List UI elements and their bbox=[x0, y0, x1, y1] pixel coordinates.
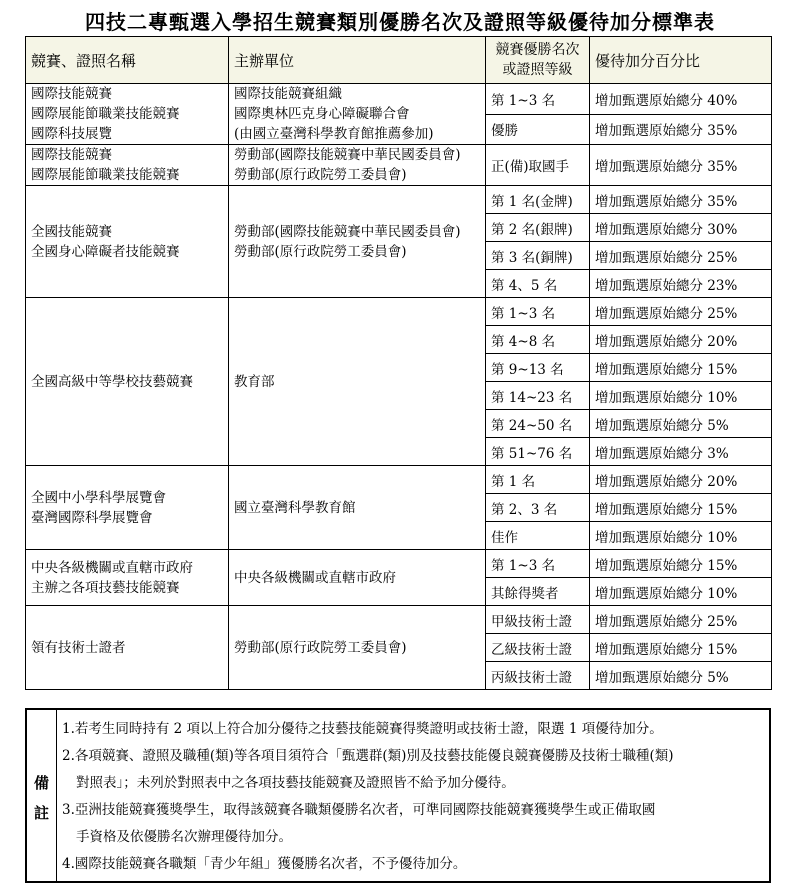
rank-cell: 第 1~3 名 bbox=[486, 298, 590, 326]
bonus-cell: 增加甄選原始總分 30% bbox=[590, 214, 772, 242]
rank-cell: 第 1 名(金牌) bbox=[486, 186, 590, 214]
rank-cell: 第 9~13 名 bbox=[486, 354, 590, 382]
competition-name: 國際技能競賽 bbox=[31, 86, 112, 102]
competition-name: 主辦之各項技藝技能競賽 bbox=[31, 579, 180, 596]
notes-list bbox=[62, 716, 763, 878]
competition-name: 國際展能節職業技能競賽 bbox=[31, 167, 180, 183]
competition-name-cell bbox=[26, 186, 229, 298]
competition-name: 中央各級機關或直轄市政府 bbox=[31, 559, 193, 576]
competition-name: 全國身心障礙者技能競賽 bbox=[31, 243, 180, 260]
table-row bbox=[26, 466, 772, 494]
bonus-cell: 增加甄選原始總分 23% bbox=[590, 270, 772, 298]
organizer-cell bbox=[229, 606, 486, 690]
organizer-name: 中央各級機關或直轄市政府 bbox=[234, 569, 396, 586]
rank-cell: 乙級技術士證 bbox=[486, 634, 590, 662]
header-bonus: 優待加分百分比 bbox=[590, 37, 772, 84]
page-title: 四技二專甄選入學招生競賽類別優勝名次及證照等級優待加分標準表 bbox=[85, 10, 715, 34]
rank-cell: 第 1~3 名 bbox=[486, 550, 590, 578]
organizer-name: 勞動部(原行政院勞工委員會) bbox=[234, 639, 407, 656]
bonus-cell: 增加甄選原始總分 3% bbox=[590, 438, 772, 466]
rank-cell: 優勝 bbox=[486, 114, 590, 145]
header-rank-line2: 或證照等級 bbox=[502, 62, 573, 78]
header-rank-line1: 競賽優勝名次 bbox=[495, 42, 580, 58]
table-header-row bbox=[26, 37, 772, 84]
notes-label-char-2: 註 bbox=[34, 804, 50, 822]
organizer-name: 勞動部(國際技能競賽中華民國委員會) bbox=[234, 223, 461, 240]
bonus-cell: 增加甄選原始總分 35% bbox=[590, 114, 772, 145]
organizer-name: 勞動部(國際技能競賽中華民國委員會) bbox=[234, 147, 461, 163]
competition-name: 領有技術士證者 bbox=[31, 639, 126, 656]
competition-name: 全國中小學科學展覽會 bbox=[31, 489, 166, 506]
notes-label-char-1: 備 bbox=[34, 774, 50, 792]
bonus-cell: 增加甄選原始總分 10% bbox=[590, 578, 772, 606]
competition-name-cell bbox=[26, 145, 229, 186]
header-organizer: 主辦單位 bbox=[229, 37, 486, 84]
organizer-name: 國際技能競賽組織 bbox=[234, 86, 342, 102]
competition-name: 全國技能競賽 bbox=[31, 223, 112, 240]
rank-cell: 第 24~50 名 bbox=[486, 410, 590, 438]
organizer-name: 國立臺灣科學教育館 bbox=[234, 499, 356, 516]
rank-cell: 佳作 bbox=[486, 522, 590, 550]
rank-cell: 正(備)取國手 bbox=[486, 145, 590, 186]
bonus-cell: 增加甄選原始總分 35% bbox=[590, 145, 772, 186]
bonus-cell: 增加甄選原始總分 15% bbox=[590, 494, 772, 522]
competition-name-cell bbox=[26, 466, 229, 550]
notes-label bbox=[27, 710, 57, 881]
competition-name: 國際展能節職業技能競賽 bbox=[31, 106, 180, 122]
note-item: 4.國際技能競賽各職類「青少年組」獲優勝名次者，不予優待加分。 bbox=[62, 856, 467, 872]
bonus-cell: 增加甄選原始總分 10% bbox=[590, 522, 772, 550]
note-item: 對照表」；未列於對照表中之各項技藝技能競賽及證照皆不給予加分優待。 bbox=[76, 775, 515, 791]
bonus-cell: 增加甄選原始總分 20% bbox=[590, 466, 772, 494]
organizer-cell bbox=[229, 550, 486, 606]
rank-cell: 丙級技術士證 bbox=[486, 662, 590, 690]
organizer-name: 勞動部(原行政院勞工委員會) bbox=[234, 167, 407, 183]
competition-name-cell bbox=[26, 550, 229, 606]
organizer-name: (由國立臺灣科學教育館推薦參加) bbox=[234, 126, 434, 142]
rank-cell: 第 2 名(銀牌) bbox=[486, 214, 590, 242]
rank-cell: 第 1~3 名 bbox=[486, 84, 590, 115]
bonus-cell: 增加甄選原始總分 20% bbox=[590, 326, 772, 354]
bonus-cell: 增加甄選原始總分 25% bbox=[590, 298, 772, 326]
table-row bbox=[26, 84, 772, 115]
organizer-cell bbox=[229, 84, 486, 145]
rank-cell: 第 4~8 名 bbox=[486, 326, 590, 354]
bonus-cell: 增加甄選原始總分 15% bbox=[590, 354, 772, 382]
competition-name: 國際技能競賽 bbox=[31, 147, 112, 163]
rank-cell: 第 1 名 bbox=[486, 466, 590, 494]
rank-cell: 第 14~23 名 bbox=[486, 382, 590, 410]
bonus-cell: 增加甄選原始總分 25% bbox=[590, 242, 772, 270]
bonus-cell: 增加甄選原始總分 5% bbox=[590, 662, 772, 690]
rank-cell: 第 3 名(銅牌) bbox=[486, 242, 590, 270]
note-item: 2.各項競賽、證照及職種(類)等各項目須符合「甄選群(類)別及技藝技能優良競賽優勝及技術士職種(類) bbox=[62, 748, 674, 764]
organizer-name: 教育部 bbox=[234, 373, 275, 390]
table-row bbox=[26, 145, 772, 186]
competition-name: 國際科技展覽 bbox=[31, 126, 112, 142]
competition-name-cell bbox=[26, 298, 229, 466]
organizer-name: 國際奧林匹克身心障礙聯合會 bbox=[234, 106, 410, 122]
bonus-cell: 增加甄選原始總分 15% bbox=[590, 550, 772, 578]
bonus-cell: 增加甄選原始總分 10% bbox=[590, 382, 772, 410]
rank-cell: 其餘得獎者 bbox=[486, 578, 590, 606]
header-name: 競賽、證照名稱 bbox=[26, 37, 229, 84]
rank-cell: 甲級技術士證 bbox=[486, 606, 590, 634]
organizer-name: 勞動部(原行政院勞工委員會) bbox=[234, 243, 407, 260]
header-rank bbox=[486, 37, 590, 84]
bonus-cell: 增加甄選原始總分 35% bbox=[590, 186, 772, 214]
note-item: 1.若考生同時持有 2 項以上符合加分優待之技藝技能競賽得獎證明或技術士證，限選 1 項優待加分。 bbox=[62, 721, 663, 737]
table-row bbox=[26, 606, 772, 634]
notes-box bbox=[25, 708, 771, 883]
rank-cell: 第 4、5 名 bbox=[486, 270, 590, 298]
competition-name-cell bbox=[26, 84, 229, 145]
rank-cell: 第 2、3 名 bbox=[486, 494, 590, 522]
organizer-cell bbox=[229, 145, 486, 186]
competition-name: 全國高級中等學校技藝競賽 bbox=[31, 373, 193, 390]
table-row bbox=[26, 186, 772, 214]
bonus-cell: 增加甄選原始總分 5% bbox=[590, 410, 772, 438]
note-item: 3.亞洲技能競賽獲獎學生，取得該競賽各職類優勝名次者，可準同國際技能競賽獲獎學生或正備取國 bbox=[62, 802, 656, 818]
table-row bbox=[26, 550, 772, 578]
bonus-cell: 增加甄選原始總分 40% bbox=[590, 84, 772, 115]
competition-name: 臺灣國際科學展覽會 bbox=[31, 509, 153, 526]
bonus-cell: 增加甄選原始總分 15% bbox=[590, 634, 772, 662]
rank-cell: 第 51~76 名 bbox=[486, 438, 590, 466]
bonus-standards-table bbox=[25, 36, 772, 690]
competition-name-cell bbox=[26, 606, 229, 690]
note-item: 手資格及依優勝名次辦理優待加分。 bbox=[76, 829, 292, 845]
organizer-cell bbox=[229, 466, 486, 550]
table-row bbox=[26, 298, 772, 326]
bonus-cell: 增加甄選原始總分 25% bbox=[590, 606, 772, 634]
organizer-cell bbox=[229, 186, 486, 298]
organizer-cell bbox=[229, 298, 486, 466]
